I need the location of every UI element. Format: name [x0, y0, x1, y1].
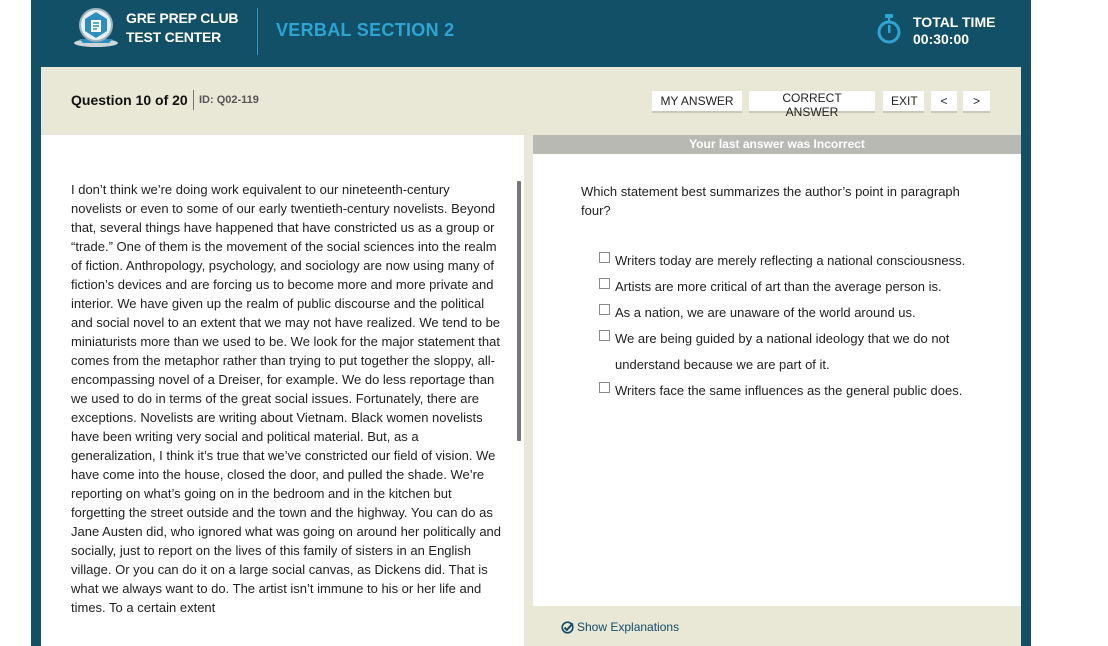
option-label: Artists are more critical of art than the average person is. [615, 279, 942, 294]
answer-option[interactable] [599, 274, 999, 300]
option-label: We are being guided by a national ideology that we do not understand because we are part of it. [615, 331, 950, 372]
explanation-footer [533, 606, 1021, 646]
option-checkbox[interactable] [599, 278, 610, 289]
passage-scrollbar[interactable] [517, 181, 521, 441]
option-label: Writers today are merely reflecting a national consciousness. [615, 253, 966, 268]
answer-option[interactable] [599, 326, 999, 378]
panel-divider [524, 135, 533, 646]
next-question-button[interactable]: > [963, 91, 990, 113]
test-window [31, 0, 1031, 646]
correct-answer-button[interactable]: CORRECT ANSWER [749, 91, 875, 113]
my-answer-button[interactable]: MY ANSWER [652, 91, 742, 113]
timer-value: 00:30:00 [913, 31, 970, 47]
show-explanations-label: Show Explanations [577, 620, 680, 634]
exit-button[interactable]: EXIT [883, 91, 924, 113]
question-stem: Which statement best summarizes the author’s point in paragraph four? [581, 184, 960, 218]
answer-option[interactable] [599, 378, 999, 404]
answer-option[interactable] [599, 248, 999, 274]
option-checkbox[interactable] [599, 382, 610, 393]
option-label: Writers face the same influences as the general public does. [615, 383, 963, 398]
answer-feedback-banner: Your last answer was Incorrect [533, 135, 1021, 154]
question-toolbar [41, 67, 1021, 135]
answer-option[interactable] [599, 300, 999, 326]
brand-line-1: GRE PREP CLUB [126, 10, 239, 26]
question-id: ID: Q02-119 [199, 94, 259, 106]
brand-name [126, 9, 238, 47]
section-title: VERBAL SECTION 2 [276, 20, 455, 40]
passage-text: I don’t think we’re doing work equivalent to our nineteenth-century novelists or even to some of our early twentieth-century novelists. Beyond that, several things have happened that have constricted us as a group or “trade.” One of them is the movement of the social sciences into the realm of fiction. Anthropology, psychology, and sociology are now using many of fiction’s devices and are forcing us to become more and more private and interior. We have given up the realm of public discourse and the political and social novel to an extent that we may not have realized. We tend to be miniaturists more than we used to be. We look for the major statement that comes from the metaphor rather than trying to put together the sloppy, all-encompassing novel of a Dreiser, for example. We do less reportage than we used to do in terms of the great social issues. Fortunately, there are exceptions. Novelists are writing about Vietnam. Black women novelists have been writing very social and political material. But, as a generalization, I think it’s true that we’ve constricted our field of vision. We have come into the house, closed the door, and pulled the shade. We’re reporting on what’s going on in the bedroom and in the kitchen but forgetting the street outside and the town and the highway. You can do as Jane Austen did, who ignored what was going on around her politically and socially, just to report on the lives of this family of sisters in an English village. Or you can do it on a large social canvas, as Dickens did. That is what we always want to do. The artist isn’t immune to his or her life and times. To a certain extent [71, 182, 501, 615]
passage-panel [41, 135, 524, 646]
gre-prep-club-logo-icon [71, 6, 121, 48]
option-checkbox[interactable] [599, 304, 610, 315]
timer-label: TOTAL TIME [913, 14, 996, 30]
stopwatch-icon[interactable] [876, 13, 902, 45]
option-checkbox[interactable] [599, 330, 610, 341]
show-explanations-link[interactable] [561, 620, 679, 634]
previous-question-button[interactable]: < [931, 91, 957, 113]
question-separator [193, 90, 194, 110]
header-divider [257, 8, 258, 55]
question-panel [533, 135, 1021, 646]
answer-options [599, 248, 999, 404]
option-label: As a nation, we are unaware of the world around us. [615, 305, 916, 320]
option-checkbox[interactable] [599, 252, 610, 263]
total-time [913, 14, 995, 48]
check-circle-icon [561, 621, 574, 634]
header-bar [31, 0, 1031, 67]
brand-line-2: TEST CENTER [126, 29, 222, 45]
question-number: Question 10 of 20 [71, 92, 188, 108]
